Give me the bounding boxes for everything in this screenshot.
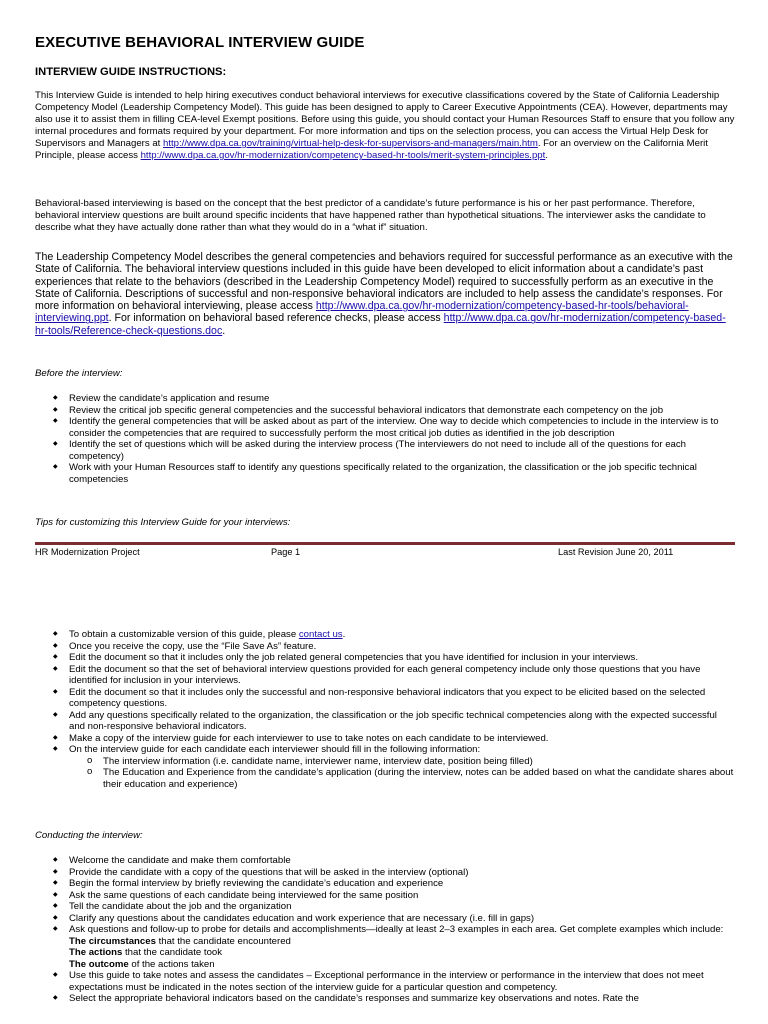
list-item: ◆ Edit the document so that the set of behavioral interview questions provided for each general competency include only those questions that you have identified for inclusion in your interviews. [53,664,735,687]
footer-rule [35,542,735,545]
example-text: of the actions taken [128,958,215,970]
section-heading: INTERVIEW GUIDE INSTRUCTIONS: [35,66,227,78]
list-item: ◆ Make a copy of the interview guide for each interviewer to use to take notes on each candidate to be interviewed. [53,733,735,745]
behavioral-interviewing-link[interactable]: http://www.dpa.ca.gov/hr-modernization/competency-based-hr-tools/behavioral-interviewing.ppt [35,300,689,325]
before-interview-list [53,393,735,485]
tips-heading: Tips for customizing this Interview Guide for your interviews: [35,517,291,528]
footer-project: HR Modernization Project [35,547,140,557]
list-item [53,744,735,790]
before-interview-heading: Before the interview: [35,368,123,379]
list-item: ◆ Identify the general competencies that will be asked about as part of the interview. One way to decide which competencies to include in the interview is to consider the competencies that are required to successfully perform the most critical job duties as identified in the job description [53,416,735,439]
sub-list-item: o The interview information (i.e. candidate name, interviewer name, interview date, position being filled) [87,756,735,768]
list-item: ◆ Use this guide to take notes and assess the candidates – Exceptional performance in the interview or performance in the interview that does not meet expectations must be indicated in the notes section of the interview guide for a particular question and competency. [53,970,735,993]
competency-text-3: . [222,324,226,337]
example-line [69,959,215,970]
example-line [69,947,222,958]
list-item: ◆ Add any questions specifically related to the organization, the classification or the job specific technical competencies along with the expected successful and non-responsive behavioral indicators. [53,710,735,733]
list-item: ◆ Edit the document so that it includes only the job related general competencies that you have identified for inclusion in your interviews. [53,652,735,664]
virtual-help-desk-link[interactable]: http://www.dpa.ca.gov/training/virtual-help-desk-for-supervisors-and-managers/main.htm [162,138,538,149]
intro-text: This Interview Guide is intended to help hiring executives conduct behavioral interviews for executive classifications covered by the State of California Leadership Competency Model (Leadership Competency Model). This guide has been designed to apply to Career Executive Appointments (CEA). However, departments may also use it to assist them in filling CEA-level Exempt positions. Before using this guide, you should contact your Human Resources Staff to ensure that you follow any internal procedures and formats required by your department. For more information and tips on the selection process, you can access the Virtual Help Desk for Supervisors and Managers at [35,90,735,149]
competency-text: The Leadership Competency Model describes the general competencies and behaviors required for successful performance as an executive with the State of California. The behavioral interview questions included in this guide have been developed to elicit information about a candidate’s past experiences that relate to the behaviors (described in the Leadership Competency Model) required to successfully perform as an executive in the State of California. Descriptions of successful and non-responsive behavioral indicators are included to help assess the candidate’s responses. For more information on behavioral interviewing, please access [35,251,733,313]
intro-paragraph [35,90,735,162]
example-term: The circumstances [69,935,156,947]
list-item: ◆ Edit the document so that it includes only the successful and non-responsive behavioral indicators that you expect to be elicited based on the selected competency questions. [53,687,735,710]
merit-principles-link[interactable]: http://www.dpa.ca.gov/hr-modernization/competency-based-hr-tools/merit-system-principles.ppt [140,150,546,161]
list-item: ◆ Provide the candidate with a copy of the questions that will be asked in the interview (optional) [53,867,735,879]
behavioral-paragraph: Behavioral-based interviewing is based on the concept that the best predictor of a candidate’s future performance is his or her past performance. Therefore, behavioral interview questions are built around specific incidents that have happened rather than hypothetical situations. The interviewer asks the candidate to describe what they have actually done rather than what they would do in a “what if” situation. [35,198,706,233]
conducting-list [53,855,735,1005]
document-title: EXECUTIVE BEHAVIORAL INTERVIEW GUIDE [35,34,365,51]
footer-page-number: Page 1 [271,547,301,557]
list-item: ◆ Review the candidate’s application and resume [53,393,735,405]
list-item [53,629,735,641]
list-item [53,924,735,970]
example-term: The actions [69,947,123,958]
list-item: ◆ Review the critical job specific general competencies and the successful behavioral indicators that demonstrate each competency on the job [53,405,735,417]
contact-us-link[interactable]: contact us [298,629,343,640]
reference-check-link[interactable]: http://www.dpa.ca.gov/hr-modernization/competency-based-hr-tools/Reference-check-questions.doc [35,312,726,337]
example-term: The outcome [69,958,129,970]
intro-text-3: . [545,150,548,161]
tips-list [53,629,735,790]
list-item: ◆ Begin the formal interview by briefly reviewing the candidate’s education and experience [53,878,735,890]
competency-paragraph [35,251,735,337]
list-item: ◆ Welcome the candidate and make them comfortable [53,855,735,867]
sub-list-item: o The Education and Experience from the candidate’s application (during the interview, notes can be added based on what the candidate shares about their education and experience) [87,767,735,790]
example-line [69,936,291,947]
tip-text: To obtain a customizable version of this guide, please [69,629,299,640]
list-item: ◆ Ask the same questions of each candidate being interviewed for the same position [53,890,735,902]
list-item: ◆ Tell the candidate about the job and the organization [53,901,735,913]
conducting-interview-heading: Conducting the interview: [35,830,143,841]
list-item-text: Ask questions and follow-up to probe for details and accomplishments—ideally at least 2–3 examples in each area. Get complete examples which include: [69,924,724,935]
footer-revision: Last Revision June 20, 2011 [558,547,674,557]
competency-text-2: . For information on behavioral based reference checks, please access [108,312,444,325]
list-item: ◆ Identify the set of questions which will be asked during the interview process (The interviewers do not need to include all of the questions for each competency) [53,439,735,462]
sub-list [69,756,735,791]
intro-text-2: . For an overview on the California Merit Principle, please access [35,138,708,161]
list-item: ◆ Work with your Human Resources staff to identify any questions specifically related to the organization, the classification or the job specific technical competencies [53,462,735,485]
tip-text: On the interview guide for each candidate each interviewer should fill in the following information: [69,744,481,755]
tip-text-end: . [342,629,346,640]
example-text: that the candidate took [122,947,223,958]
example-text: that the candidate encountered [155,935,291,947]
list-item: ◆ Clarify any questions about the candidates education and work experience that are necessary (i.e. fill in gaps) [53,913,735,925]
list-item: ◆ Select the appropriate behavioral indicators based on the candidate’s responses and summarize key observations and notes. Rate the [53,993,735,1005]
list-item: ◆ Once you receive the copy, use the “File Save As” feature. [53,641,735,653]
